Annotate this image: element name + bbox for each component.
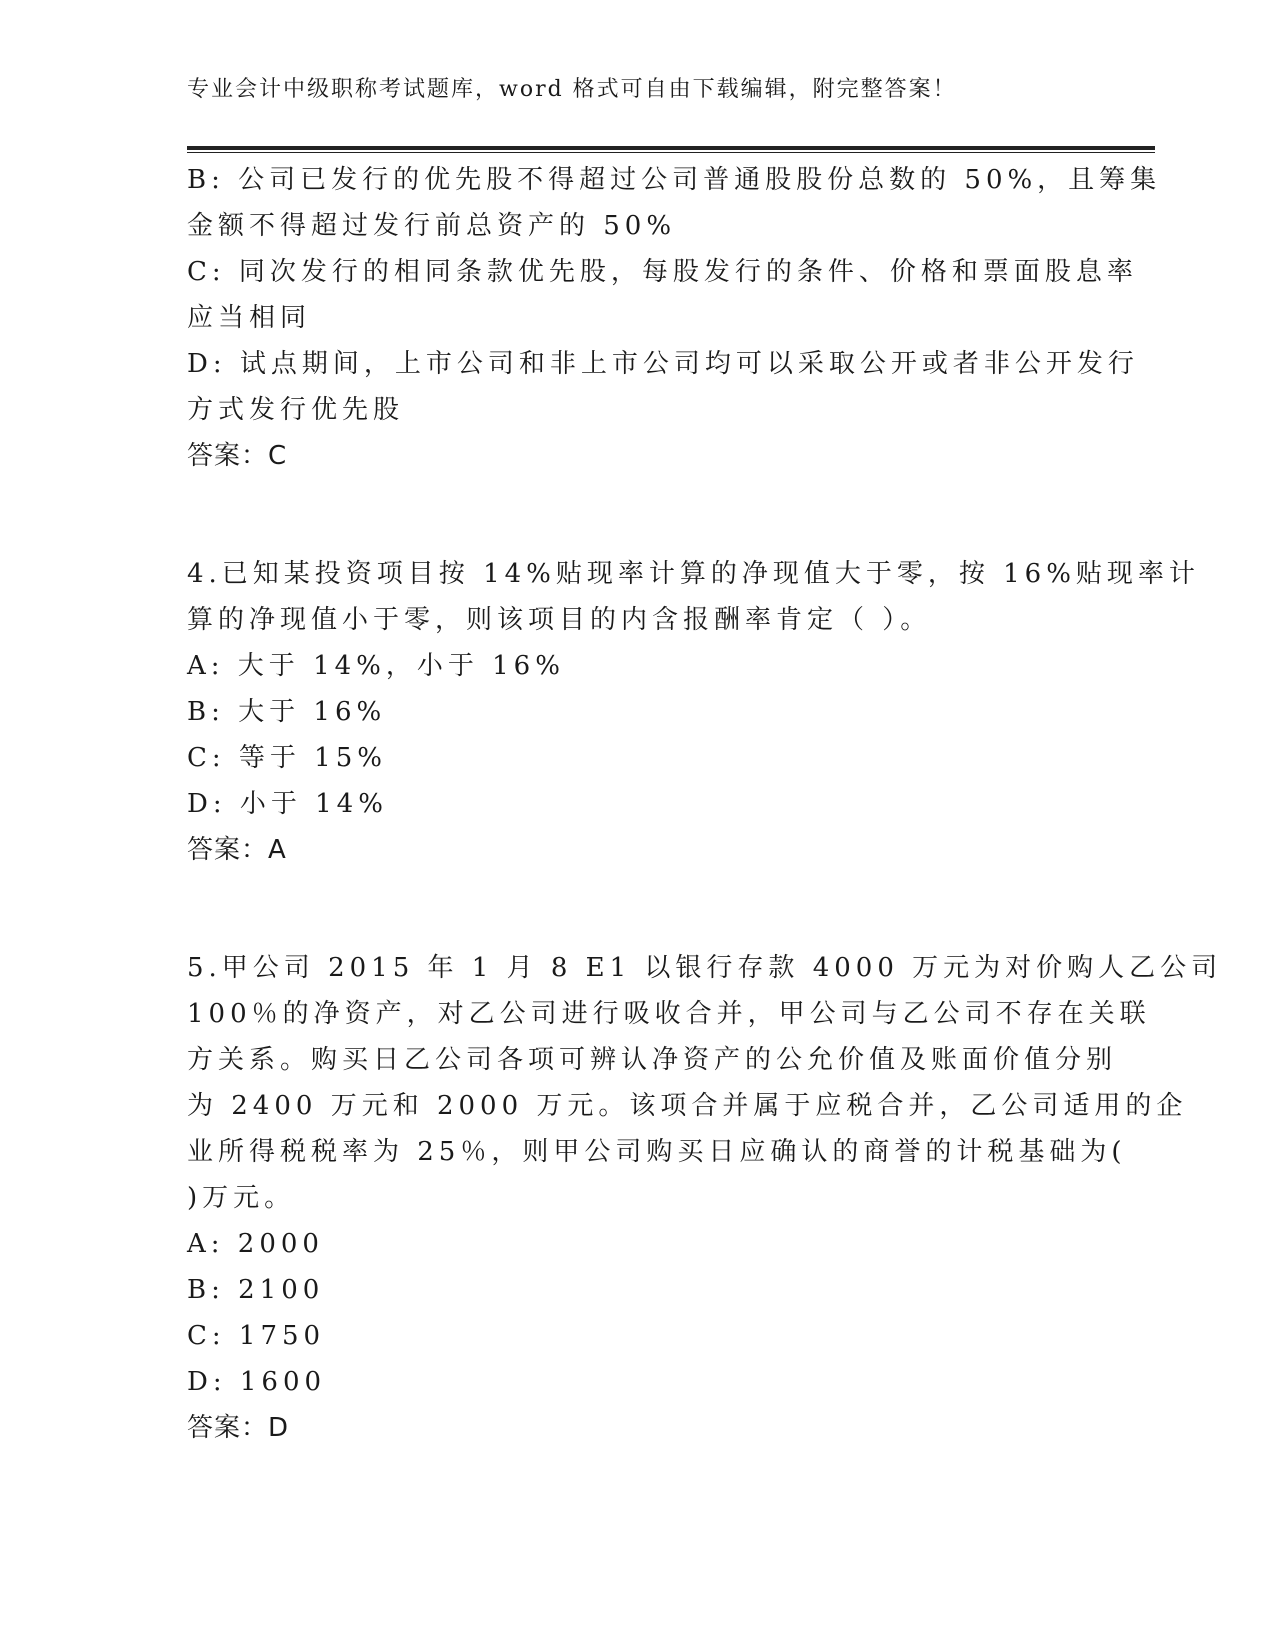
question-4-text-line-1: 4.已知某投资项目按 14%贴现率计算的净现值大于零，按 16%贴现率计 xyxy=(187,559,1200,589)
question-5-text-line-1: 5.甲公司 2015 年 1 月 8 E1 以银行存款 4000 万元为对价购人乙公司 xyxy=(187,953,1223,983)
question-4-option-b: B: 大于 16% xyxy=(187,697,387,727)
question-4-option-a: A: 大于 14%，小于 16% xyxy=(187,651,565,681)
question-3-answer: 答案：C xyxy=(187,441,288,471)
question-5-text-line-3: 方关系。购买日乙公司各项可辨认净资产的公允价值及账面价值分别 xyxy=(187,1045,1118,1075)
option-b-line-2: 金额不得超过发行前总资产的 50% xyxy=(187,211,677,241)
question-3-options xyxy=(187,157,1162,479)
option-c-line-2: 应当相同 xyxy=(187,303,312,333)
question-5-text-line-4: 为 2400 万元和 2000 万元。该项合并属于应税合并，乙公司适用的企 xyxy=(187,1091,1188,1121)
page-header: 专业会计中级职称考试题库，word 格式可自由下载编辑，附完整答案！ xyxy=(187,77,957,102)
question-5-text-line-5: 业所得税税率为 25％，则甲公司购买日应确认的商誉的计税基础为( xyxy=(187,1137,1127,1167)
question-5-option-a: A: 2000 xyxy=(187,1229,324,1259)
question-5-text-line-2: 100％的净资产，对乙公司进行吸收合并，甲公司与乙公司不存在关联 xyxy=(187,999,1151,1029)
question-4 xyxy=(187,551,1200,873)
question-5-answer: 答案：D xyxy=(187,1413,290,1443)
document-body xyxy=(187,157,1223,1451)
option-c-line-1: C: 同次发行的相同条款优先股，每股发行的条件、价格和票面股息率 xyxy=(187,257,1138,287)
question-5-option-d: D: 1600 xyxy=(187,1367,327,1397)
question-4-option-d: D: 小于 14% xyxy=(187,789,388,819)
option-d-line-2: 方式发行优先股 xyxy=(187,395,405,425)
spacer xyxy=(187,479,1087,551)
option-d-line-1: D: 试点期间，上市公司和非上市公司均可以采取公开或者非公开发行 xyxy=(187,349,1139,379)
question-4-answer: 答案：A xyxy=(187,835,287,865)
question-5-option-b: B: 2100 xyxy=(187,1275,325,1305)
question-4-text-line-2: 算的净现值小于零，则该项目的内含报酬率肯定（ ）。 xyxy=(187,605,932,635)
question-5-option-c: C: 1750 xyxy=(187,1321,326,1351)
header-divider xyxy=(187,146,1155,153)
question-5 xyxy=(187,945,1223,1451)
option-b-line-1: B: 公司已发行的优先股不得超过公司普通股股份总数的 50%，且筹集 xyxy=(187,165,1162,195)
question-4-option-c: C: 等于 15% xyxy=(187,743,387,773)
spacer xyxy=(187,873,1087,945)
question-5-text-line-6: )万元。 xyxy=(187,1183,296,1213)
